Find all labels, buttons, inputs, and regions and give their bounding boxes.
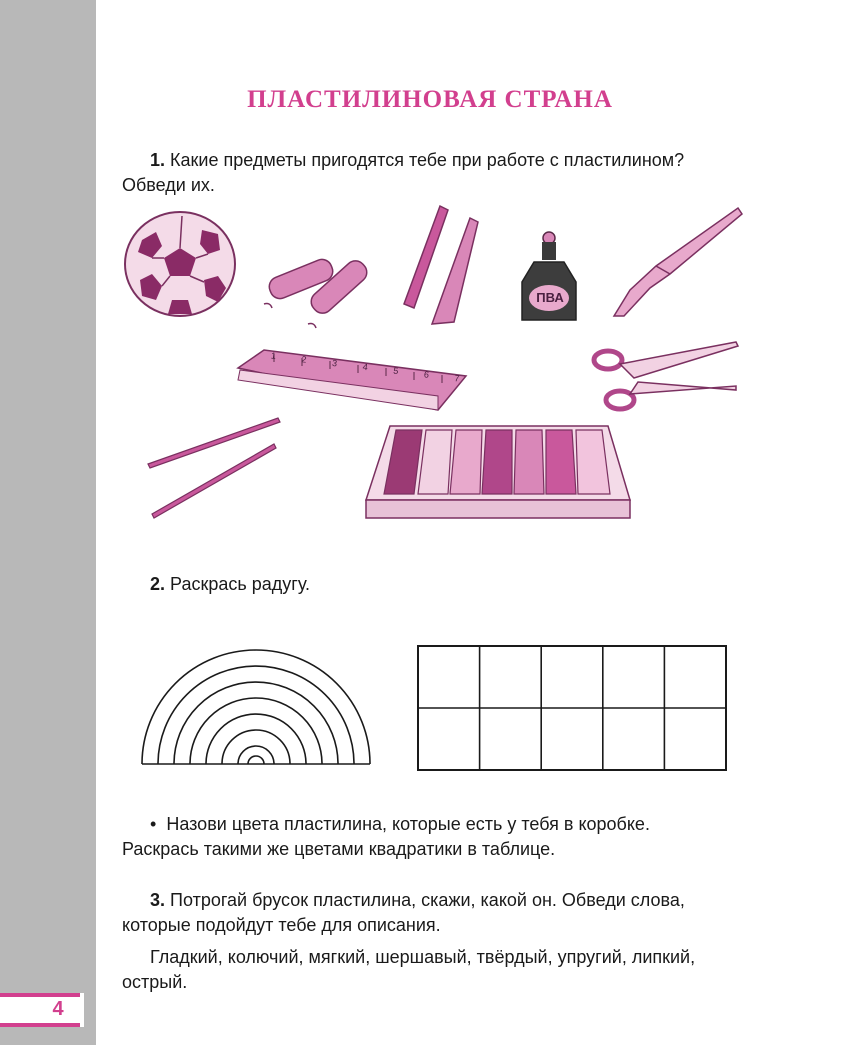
- bullet-marker: •: [150, 814, 157, 834]
- rainbow-outline: [136, 634, 376, 766]
- ruler-number: 5: [392, 365, 399, 377]
- task3-words-line2: острый.: [122, 972, 188, 992]
- page-title: ПЛАСТИЛИНОВАЯ СТРАНА: [247, 86, 613, 113]
- task3-line2: которые подойдут тебе для описания.: [122, 915, 441, 935]
- ruler-number: 6: [423, 369, 430, 380]
- ruler-number: 7: [453, 373, 461, 384]
- task3-text: [122, 888, 748, 938]
- task3-number: 3.: [150, 890, 166, 910]
- task2-number: 2.: [150, 574, 166, 594]
- side-band: [0, 0, 96, 1045]
- task1-text: [122, 148, 748, 198]
- soccer-ball-image: [122, 210, 238, 318]
- task3-words-line1: Гладкий, колючий, мягкий, шершавый, твёрдый, упругий, липкий,: [150, 947, 696, 967]
- task2-text: [122, 572, 748, 597]
- task1-line2: Обведи их.: [122, 175, 215, 195]
- task1-line1: Какие предметы пригодятся тебе при работе с пластилином?: [170, 150, 685, 170]
- glue-label: ПВА: [536, 290, 564, 305]
- bullet-line1: Назови цвета пластилина, которые есть у тебя в коробке.: [166, 814, 650, 834]
- ruler-number: 2: [300, 354, 308, 365]
- scissors-image: [590, 338, 740, 418]
- candies-image: [258, 246, 378, 330]
- ruler-number: 1: [270, 350, 277, 362]
- page-number: 4: [52, 998, 64, 1020]
- task3-line1: Потрогай брусок пластилина, скажи, какой он. Обведи слова,: [170, 890, 685, 910]
- bullet-line2: Раскрась такими же цветами квадратики в таблице.: [122, 839, 556, 859]
- color-grid: [416, 644, 728, 772]
- modeling-sticks-image: [146, 414, 280, 518]
- ruler-number: 3: [331, 357, 338, 369]
- bullet-text: [122, 812, 748, 862]
- plastic-knife-image: [610, 204, 744, 324]
- task3-words: [122, 945, 748, 995]
- ruler-number: 4: [362, 361, 369, 373]
- plasticine-box-image: [364, 424, 636, 520]
- task1-number: 1.: [150, 150, 166, 170]
- stacks-image: [396, 204, 486, 328]
- glue-bottle-image: [518, 230, 580, 324]
- task2-line: Раскрась радугу.: [170, 574, 311, 594]
